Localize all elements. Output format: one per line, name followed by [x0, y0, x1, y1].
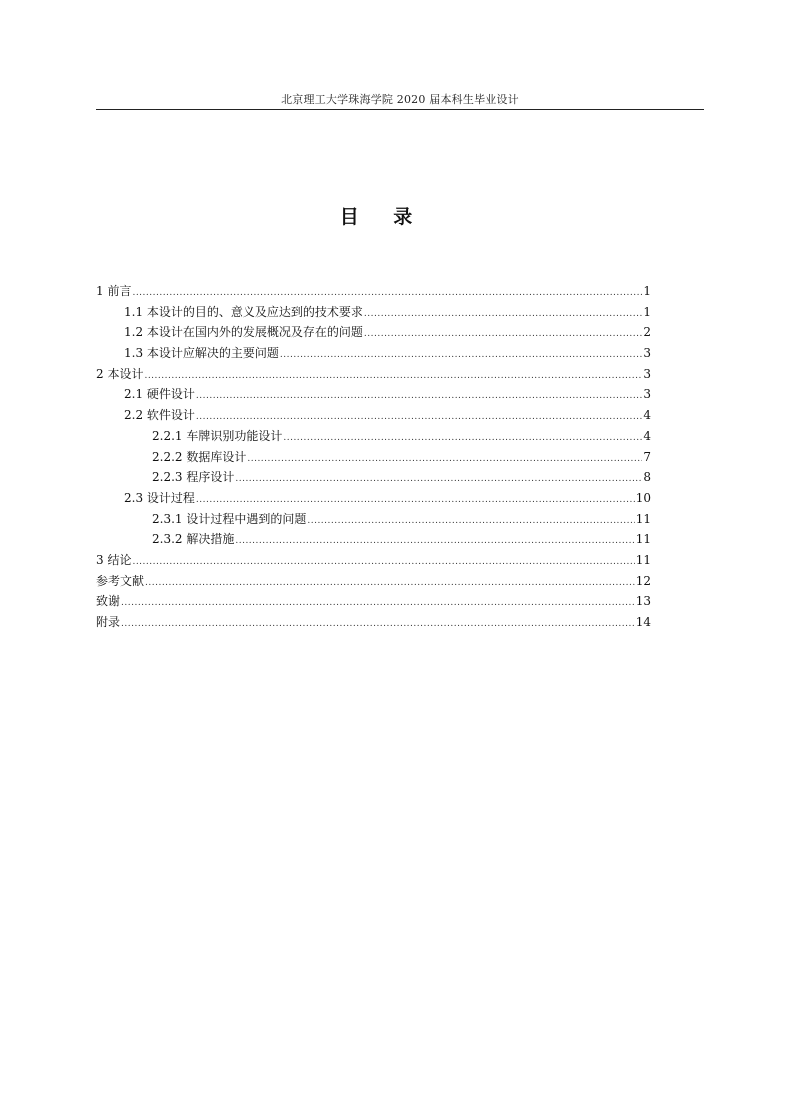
toc-entry-1-3[interactable]: [96, 343, 651, 364]
toc-entry-2-3[interactable]: [96, 488, 651, 509]
toc-entry-page: 11: [635, 511, 651, 526]
toc-entry-2-3-1[interactable]: [96, 509, 651, 530]
toc-dot-leader: [145, 573, 635, 594]
toc-entry-2-2-3[interactable]: [96, 467, 651, 488]
toc-entry-references[interactable]: [96, 571, 651, 592]
toc-dot-leader: [132, 283, 642, 304]
toc-entry-label: 1.2 本设计在国内外的发展概况及存在的问题: [124, 325, 363, 340]
toc-entry-page: 8: [643, 470, 651, 485]
toc-dot-leader: [247, 449, 642, 470]
toc-entry-label: 2.2.3 程序设计: [152, 470, 235, 485]
toc-dot-leader: [307, 511, 634, 532]
toc-dot-leader: [364, 304, 642, 325]
toc-dot-leader: [283, 428, 642, 449]
toc-entry-label: 致谢: [96, 594, 121, 609]
toc-entry-page: 2: [643, 325, 651, 340]
toc-entry-1-2[interactable]: [96, 322, 651, 343]
toc-entry-label: 2 本设计: [96, 366, 144, 381]
toc-entry-label: 2.3.2 解决措施: [152, 532, 235, 547]
toc-entry-3-conclusion[interactable]: [96, 550, 651, 571]
toc-entry-1-preface[interactable]: [96, 281, 651, 302]
toc-entry-label: 附录: [96, 615, 121, 629]
toc-entry-page: 3: [643, 346, 651, 361]
toc-entry-page: 3: [643, 387, 651, 402]
toc-entry-label: 1.3 本设计应解决的主要问题: [124, 346, 279, 361]
toc-dot-leader: [235, 469, 642, 490]
toc-dot-leader: [196, 407, 642, 428]
toc-dot-leader: [132, 552, 634, 573]
toc-entry-appendix[interactable]: [96, 612, 651, 633]
toc-entry-page: 7: [643, 449, 651, 464]
toc-entry-2-2[interactable]: [96, 405, 651, 426]
toc-entry-acknowledgements[interactable]: [96, 591, 651, 612]
toc-entry-page: 13: [635, 594, 651, 609]
toc-entry-page: 3: [643, 366, 651, 381]
header-divider: [96, 109, 704, 110]
toc-entry-page: 11: [635, 532, 651, 547]
toc-title: 目 录: [339, 206, 427, 228]
toc-entry-2-design[interactable]: [96, 364, 651, 385]
table-of-contents: [96, 281, 651, 633]
toc-entry-label: 1.1 本设计的目的、意义及应达到的技术要求: [124, 304, 363, 319]
toc-entry-page: 1: [643, 304, 651, 319]
toc-entry-page: 11: [635, 552, 651, 567]
toc-entry-label: 2.3 设计过程: [124, 490, 195, 505]
toc-entry-label: 2.2 软件设计: [124, 408, 195, 423]
toc-entry-label: 2.2.1 车牌识别功能设计: [152, 428, 283, 443]
toc-dot-leader: [235, 531, 634, 552]
toc-entry-2-1[interactable]: [96, 384, 651, 405]
toc-entry-page: 4: [643, 408, 651, 423]
toc-entry-page: 10: [635, 490, 651, 505]
toc-entry-2-2-1[interactable]: [96, 426, 651, 447]
toc-dot-leader: [121, 614, 635, 635]
toc-entry-label: 参考文献: [96, 573, 145, 588]
toc-entry-2-3-2[interactable]: [96, 529, 651, 550]
toc-entry-label: 2.3.1 设计过程中遇到的问题: [152, 511, 307, 526]
toc-entry-label: 2.1 硬件设计: [124, 387, 195, 402]
toc-dot-leader: [280, 345, 642, 366]
toc-entry-page: 4: [643, 428, 651, 443]
toc-dot-leader: [144, 366, 642, 387]
toc-dot-leader: [196, 386, 642, 407]
toc-entry-2-2-2[interactable]: [96, 447, 651, 468]
page-header: 北京理工大学珠海学院 2020 届本科生毕业设计: [281, 93, 519, 106]
toc-entry-page: 1: [643, 284, 651, 298]
toc-dot-leader: [364, 324, 642, 345]
toc-entry-label: 2.2.2 数据库设计: [152, 449, 247, 464]
toc-entry-1-1[interactable]: [96, 302, 651, 323]
toc-dot-leader: [196, 490, 635, 511]
toc-entry-label: 3 结论: [96, 552, 132, 567]
toc-dot-leader: [121, 593, 635, 614]
toc-entry-page: 12: [635, 573, 651, 588]
toc-entry-label: 1 前言: [96, 284, 132, 298]
toc-entry-page: 14: [635, 615, 651, 629]
